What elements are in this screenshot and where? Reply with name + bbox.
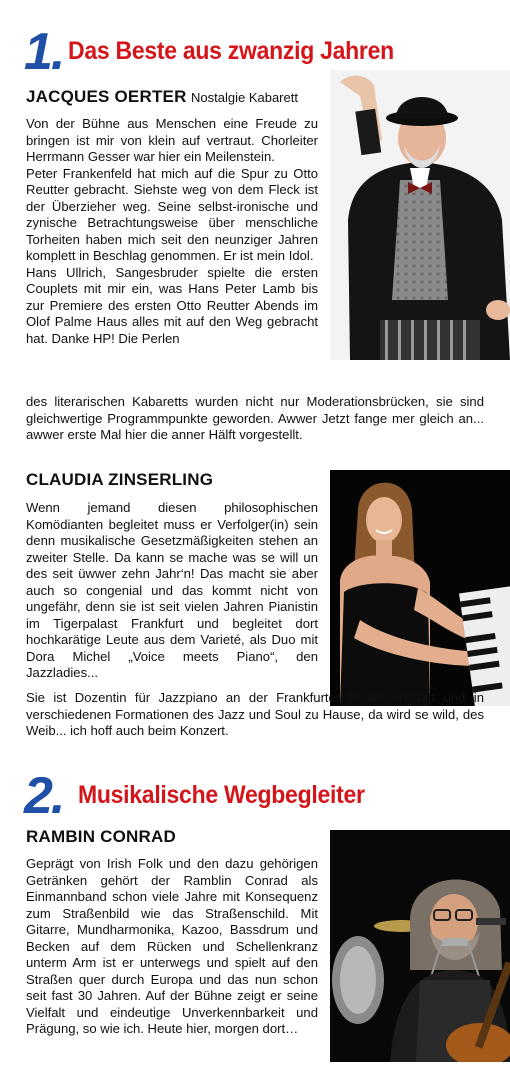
artist-name: JACQUES OERTER [26, 87, 187, 106]
paragraph: Peter Frankenfeld hat mich auf die Spur zu Otto Reutter gebracht. Siehste weg von dem Fleck ist der Überzieher weg. Seine selbst-ironische und zynische Betrachtungsweise über menschliche Torheiten haben mich seit den neunziger Jahren komplett in Beschlag genommen. Er ist mein Idol. [26, 165, 318, 263]
section-number-2: 2. [24, 767, 64, 825]
artist-text-rambin-conrad [26, 856, 318, 1038]
artist-name-rambin-conrad: RAMBIN CONRAD [26, 827, 176, 846]
artist-heading-jacques-oerter [26, 87, 346, 107]
section-number-1: 1. [24, 23, 64, 81]
photo-jacques-oerter [330, 70, 510, 360]
artist-name-claudia-zinserling: CLAUDIA ZINSERLING [26, 470, 214, 489]
paragraph: Geprägt von Irish Folk und den dazu gehörigen Getränken gehört der Ramblin Conrad als Einmannband schon viele Jahre mit Konsequenz zum Straßenbild wie das Straßenschild. Mit Gitarre, Mundharmonika, Kazoo, Bassdrum und Becken auf dem Rücken und Schellenkranz unterm Arm ist er unterwegs und spielt auf den Straßen quer durch Europa und das nun schon seit fast 30 Jahren. Auf der Bühne zeigt er seine Vielfalt und eindeutige Unverkennbarkeit und Prägung, so wie ich. Heute hier, morgen dort… [26, 856, 318, 1036]
artist-text-claudia-zinserling [26, 500, 318, 682]
paragraph: Wenn jemand diesen philosophischen Komödianten begleitet muss er Verfolger(in) sein denn musikalische Gesetzmäßigkeiten stehen an zweiter Stelle. Da kann se mache was se will un des seit üwwer zehn Jahr‘n! Das macht sie aber auch so congenial und das kommt nicht von ungefähr, denn sie ist seit vielen Jahren Pianistin im Tigerpalast Frankfurt und begleitet dort hochkarätige Leute aus dem Varieté, als Duo mit Dora Michel „Voice meets Piano“, den Jazzladies... [26, 500, 318, 680]
paragraph: Sie ist Dozentin für Jazzpiano an der Frankfurter Musikwerkstatt und in verschiedenen Formationen des Jazz und Soul zu Hause, da wird se wild, des Weib... ich hoff auch beim Konzert. [26, 690, 484, 738]
photo-claudia-zinserling [330, 470, 510, 706]
section-title-1: Das Beste aus zwanzig Jahren [68, 37, 394, 65]
photo-rambin-conrad [330, 830, 510, 1062]
artist-text-claudia-zinserling-continued [26, 690, 484, 740]
artist-text-jacques-oerter [26, 116, 318, 347]
section-title-2: Musikalische Wegbegleiter [78, 781, 365, 809]
paragraph: des literarischen Kabaretts wurden nicht nur Moderationsbrücken, sie sind gleichwertige Programmpunkte geworden. Awwer Jetzt fange mer gleich an... awwer erste Mal hier die anner Hälft vorgestellt. [26, 394, 484, 442]
artist-text-jacques-oerter-continued [26, 394, 484, 444]
paragraph: Hans Ullrich, Sangesbruder spielte die ersten Couplets mit mir ein, was Hans Peter Lamb bis zur Premiere des ersten Otto Reutter Abends im Olof Palme Haus alles mit auf den Weg gebracht hat. Danke HP! Die Perlen [26, 264, 318, 346]
paragraph: Von der Bühne aus Menschen eine Freude zu bringen ist mir von klein auf vertraut. Chorleiter Herrmann Gesser war hier ein Meilenstein. [26, 116, 318, 164]
artist-subtitle: Nostalgie Kabarett [191, 90, 298, 105]
